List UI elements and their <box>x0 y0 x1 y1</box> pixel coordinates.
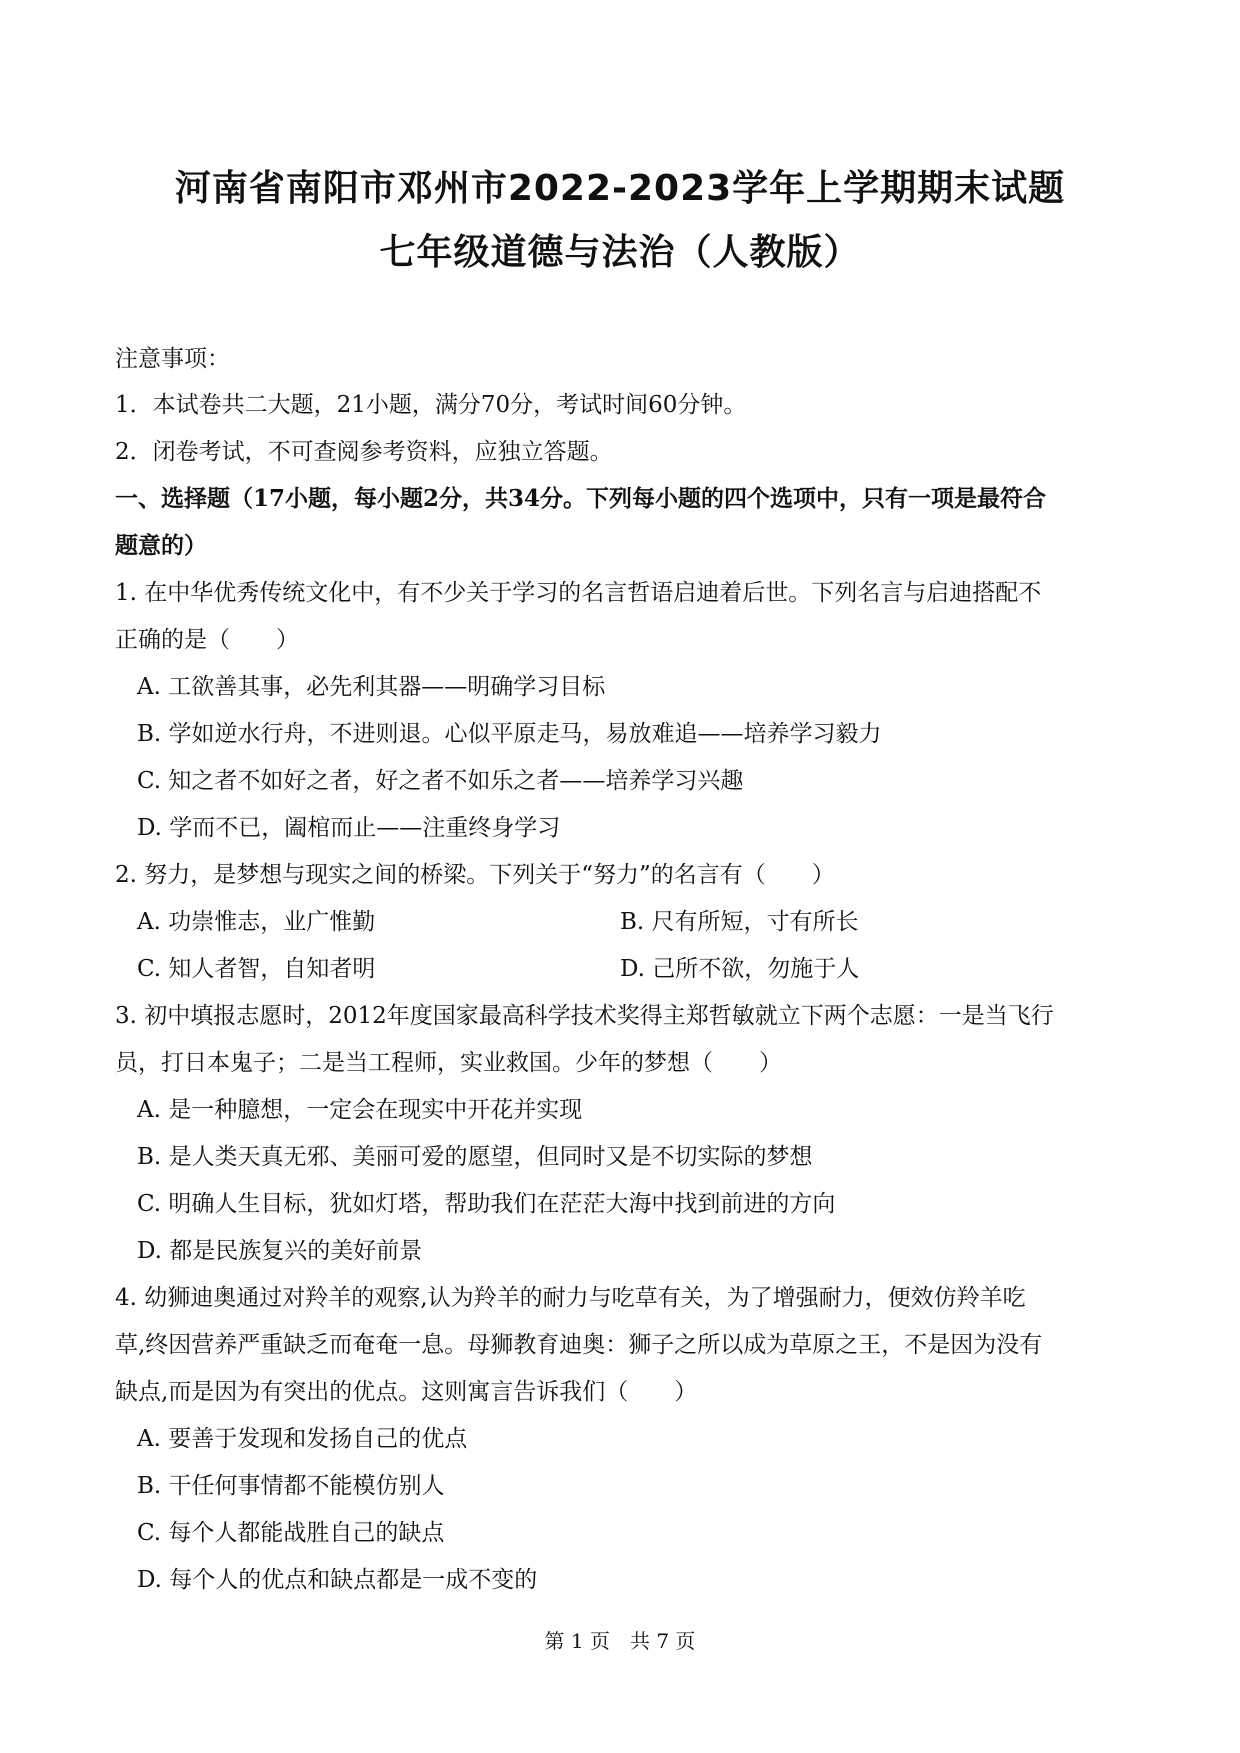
option-c: C. 明确人生目标，犹如灯塔，帮助我们在茫茫大海中找到前进的方向 <box>137 1191 836 1217</box>
question-stem: 员，打日本鬼子；二是当工程师，实业救国。少年的梦想（ ） <box>115 1050 782 1076</box>
notice-heading: 注意事项： <box>115 346 230 372</box>
option-d: D. 每个人的优点和缺点都是一成不变的 <box>137 1567 538 1593</box>
option-d: D. 己所不欲，勿施于人 <box>620 956 860 982</box>
option-c: C. 知人者智，自知者明 <box>137 956 376 982</box>
question-stem: 正确的是（ ） <box>115 627 299 653</box>
notice-item: 2．闭卷考试，不可查阅参考资料，应独立答题。 <box>115 439 613 465</box>
question-stem: 1. 在中华优秀传统文化中，有不少关于学习的名言哲语启迪着后世。下列名言与启迪搭配不 <box>115 580 1042 606</box>
question-stem: 4. 幼狮迪奥通过对羚羊的观察,认为羚羊的耐力与吃草有关，为了增强耐力，便效仿羚羊吃 <box>115 1285 1026 1311</box>
option-a: A. 功崇惟志，业广惟勤 <box>137 909 376 935</box>
section-heading-line: 题意的） <box>115 532 207 559</box>
page-number: 第 1 页 共 7 页 <box>544 1629 696 1653</box>
option-b: B. 尺有所短，寸有所长 <box>620 909 859 935</box>
option-c: C. 知之者不如好之者，好之者不如乐之者——培养学习兴趣 <box>137 768 744 794</box>
option-b: B. 学如逆水行舟，不进则退。心似平原走马，易放难追——培养学习毅力 <box>137 721 882 747</box>
option-c: C. 每个人都能战胜自己的缺点 <box>137 1520 445 1546</box>
option-a: A. 工欲善其事，必先利其器——明确学习目标 <box>137 674 606 700</box>
question-stem: 缺点,而是因为有突出的优点。这则寓言告诉我们（ ） <box>115 1379 698 1405</box>
option-d: D. 学而不已，阖棺而止——注重终身学习 <box>137 815 561 841</box>
option-a: A. 要善于发现和发扬自己的优点 <box>137 1426 468 1452</box>
exam-subtitle: 七年级道德与法治（人教版） <box>379 232 861 273</box>
option-a: A. 是一种臆想，一定会在现实中开花并实现 <box>137 1097 583 1123</box>
question-stem: 草,终因营养严重缺乏而奄奄一息。母狮教育迪奥：狮子之所以成为草原之王，不是因为没有 <box>115 1332 1043 1358</box>
notice-item: 1．本试卷共二大题，21小题，满分70分，考试时间60分钟。 <box>115 392 747 418</box>
question-stem: 3. 初中填报志愿时，2012年度国家最高科学技术奖得主郑哲敏就立下两个志愿：一是当飞行 <box>115 1003 1054 1029</box>
exam-title: 河南省南阳市邓州市2022-2023学年上学期期末试题 <box>174 168 1066 209</box>
question-stem: 2. 努力，是梦想与现实之间的桥梁。下列关于“努力”的名言有（ ） <box>115 862 835 888</box>
option-b: B. 是人类天真无邪、美丽可爱的愿望，但同时又是不切实际的梦想 <box>137 1144 813 1170</box>
option-b: B. 干任何事情都不能模仿别人 <box>137 1473 445 1499</box>
section-heading-line: 一、选择题（17小题，每小题2分，共34分。下列每小题的四个选项中，只有一项是最符合 <box>115 485 1047 512</box>
option-d: D. 都是民族复兴的美好前景 <box>137 1238 423 1264</box>
